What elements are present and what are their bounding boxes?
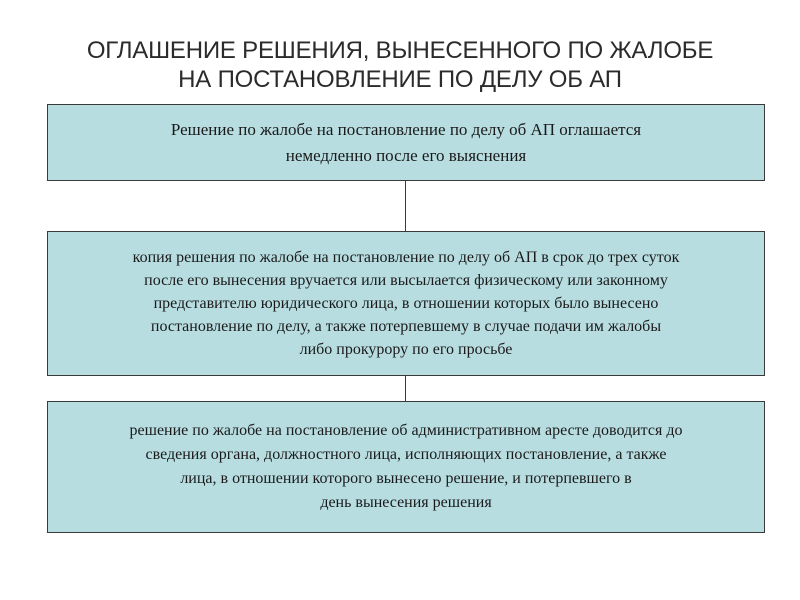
page-title — [20, 36, 780, 94]
box-text-line: копия решения по жалобе на постановление по делу об АП в срок до трех суток — [132, 249, 680, 266]
box-text — [48, 246, 764, 361]
box-text-line: Решение по жалобе на постановление по делу об АП оглашается — [170, 119, 642, 139]
box-text — [48, 419, 764, 515]
box-text-line: после его вынесения вручается или высылается физическому или законному — [144, 272, 668, 289]
title-line-2: НА ПОСТАНОВЛЕНИЕ ПО ДЕЛУ ОБ АП — [178, 66, 622, 93]
title-line-1: ОГЛАШЕНИЕ РЕШЕНИЯ, ВЫНЕСЕННОГО ПО ЖАЛОБЕ — [86, 37, 714, 64]
box-text-line: представителю юридического лица, в отношении которых было вынесено — [153, 295, 659, 312]
diagram-box-arrest-decision — [47, 401, 765, 533]
connector-line — [405, 181, 406, 231]
box-text-line: постановление по делу, а также потерпевшему в случае подачи им жалобы — [150, 318, 662, 335]
box-text-line: решение по жалобе на постановление об административном аресте доводится до — [129, 422, 683, 439]
box-text-line: лица, в отношении которого вынесено решение, и потерпевшего в — [180, 470, 632, 487]
box-text-line: немедленно после его выяснения — [285, 145, 527, 165]
box-text-line: либо прокурору по его просьбе — [299, 341, 513, 358]
connector-line — [405, 376, 406, 401]
diagram-box-announcement — [47, 104, 765, 181]
diagram-box-copy-delivery — [47, 231, 765, 376]
box-text-line: день вынесения решения — [320, 494, 492, 511]
box-text — [48, 117, 764, 169]
box-text-line: сведения органа, должностного лица, исполняющих постановление, а также — [145, 446, 667, 463]
